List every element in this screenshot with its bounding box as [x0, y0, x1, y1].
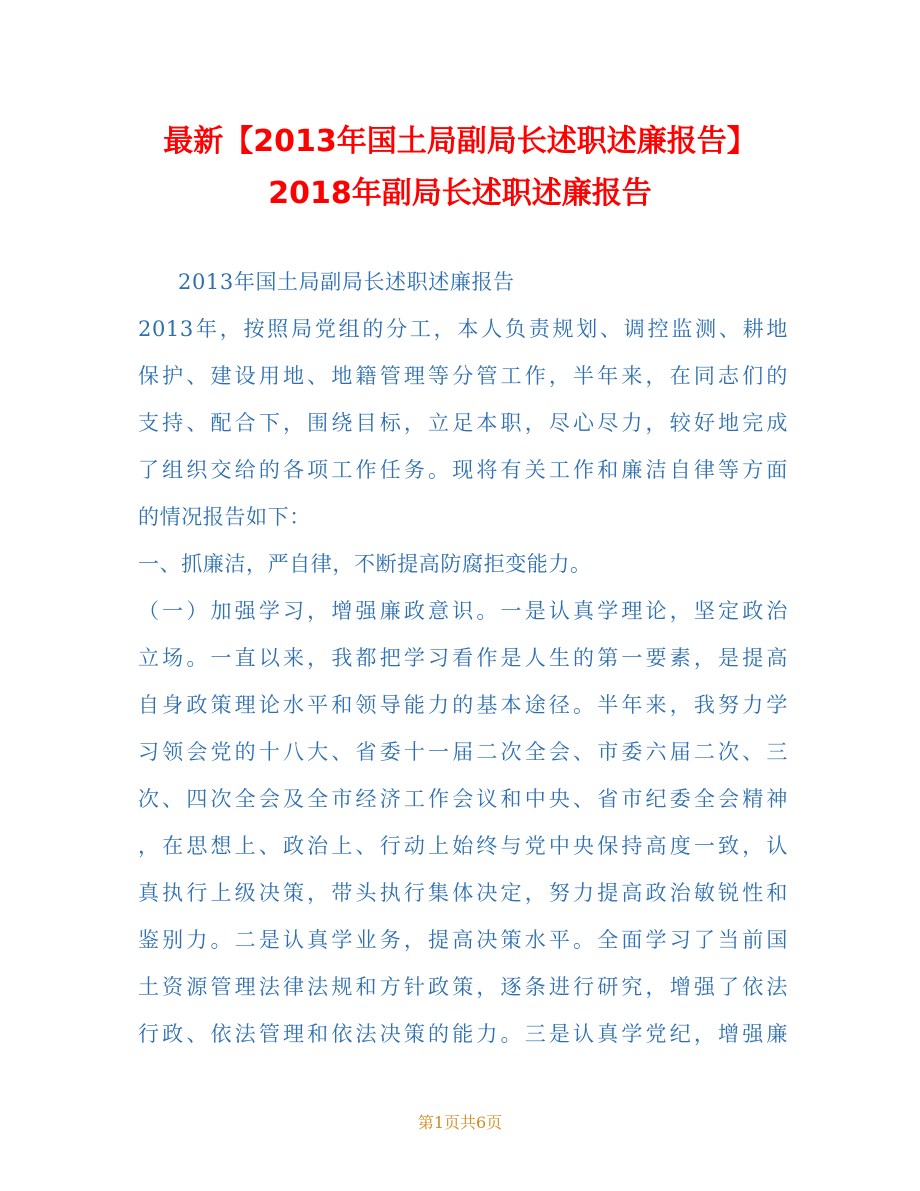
body-line: （一）加强学习，增强廉政意识。一是认真学理论，坚定政治	[138, 599, 788, 623]
document-body	[138, 259, 788, 1058]
body-line: 2013年，按照局党组的分工，本人负责规划、调控监测、耕地	[138, 317, 788, 341]
body-line: 习领会党的十八大、省委十一届二次全会、市委六届二次、三	[138, 740, 788, 764]
body-line: 土资源管理法律法规和方针政策，逐条进行研究，增强了依法	[138, 975, 788, 999]
body-line: 2013年国土局副局长述职述廉报告	[178, 270, 515, 294]
body-line: 支持、配合下，围绕目标，立足本职，尽心尽力，较好地完成	[138, 411, 788, 435]
body-line: ，在思想上、政治上、行动上始终与党中央保持高度一致，认	[138, 834, 788, 858]
page-number-footer: 第1页共6页	[417, 1113, 503, 1132]
body-line: 行政、依法管理和依法决策的能力。三是认真学党纪，增强廉	[138, 1022, 788, 1046]
body-line: 保护、建设用地、地籍管理等分管工作，半年来，在同志们的	[138, 364, 788, 388]
body-line: 的情况报告如下：	[138, 505, 311, 529]
body-line: 真执行上级决策，带头执行集体决定，努力提高政治敏锐性和	[138, 881, 788, 905]
body-line: 自身政策理论水平和领导能力的基本途径。半年来，我努力学	[138, 693, 788, 717]
body-line: 鉴别力。二是认真学业务，提高决策水平。全面学习了当前国	[138, 928, 788, 952]
body-line: 立场。一直以来，我都把学习看作是人生的第一要素，是提高	[138, 646, 788, 670]
body-line: 一、抓廉洁，严自律，不断提高防腐拒变能力。	[138, 552, 592, 576]
body-line: 了组织交给的各项工作任务。现将有关工作和廉洁自律等方面	[138, 458, 788, 482]
document-title-line-1: 最新【2013年国土局副局长述职述廉报告】	[163, 124, 757, 159]
document-title-line-2: 2018年副局长述职述廉报告	[268, 176, 652, 211]
body-line: 次、四次全会及全市经济工作会议和中央、省市纪委全会精神	[138, 787, 788, 811]
